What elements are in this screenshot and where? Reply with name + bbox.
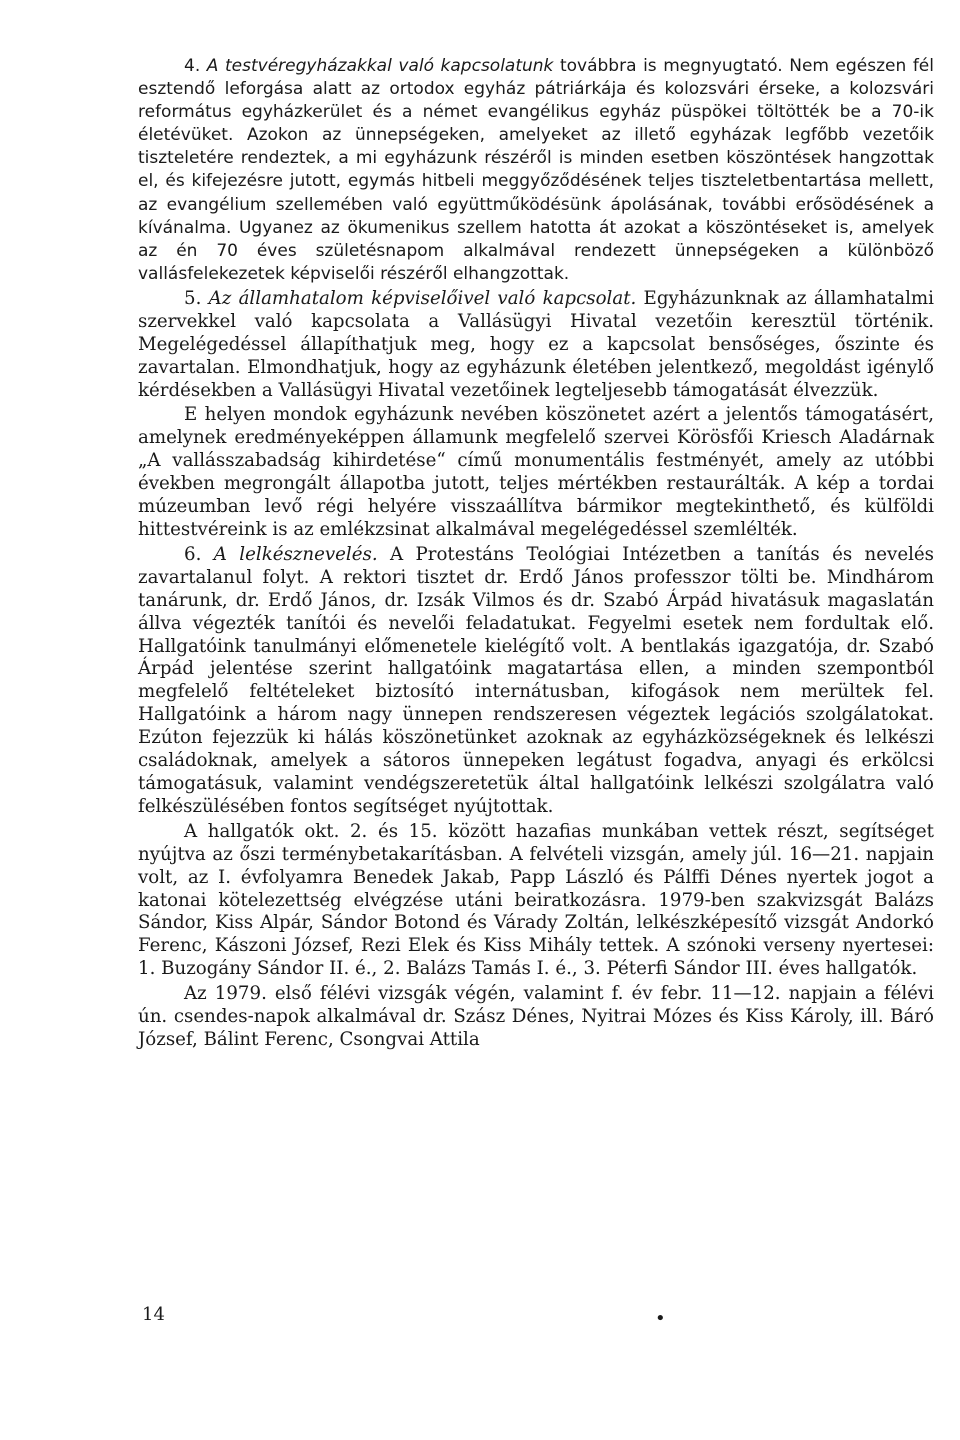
paragraph-text: A hallgatók okt. 2. és 15. között hazafias munkában vettek részt, segítséget nyújtva az őszi terménybetakarításban. A felvételi vizsgán, amely júl. 16—21. napjain volt, az I. évfolyamra Benedek Jakab, Papp László és Pálffi Dénes nyertek jogot a katonai kötelezettség elvégzése utáni beiratkozásra. 1979-ben szakvizsgát Balázs Sándor, Kiss Alpár, Sándor Botond és Várady Zoltán, lelkészképesítő vizsgát Andorkó Ferenc, Kászoni József, Rezi Elek és Kiss Mihály tettek. A szónoki verseny nyertesei: 1. Buzogány Sándor II. é., 2. Balázs Tamás I. é., 3. Péterfi Sándor III. éves hallgatók. xyxy=(138,820,934,980)
section-heading: Az államhatalom képviselőivel való kapcsolat. xyxy=(208,287,637,309)
paragraph-exams xyxy=(138,983,934,1052)
section-number: 5. xyxy=(184,287,202,309)
paragraph-text: Egyházunknak az államhatalmi szervekkel való kapcsolata a Vallásügyi Hivatal vezetőin keresztül történik. Megelégedéssel állapíthatjuk meg, hogy ez a kapcsolat bensőséges, őszinte és zavartalan. Elmondhatjuk, hogy az egyházunk életében jelentkező, megoldást igénylő kérdésekben a Vallásügyi Hivatal vezetőinek legteljesebb támogatását élvezzük. xyxy=(138,287,934,401)
section-heading: A lelkésznevelés. xyxy=(213,543,378,565)
paragraph-4 xyxy=(138,55,934,286)
page-number: 14 xyxy=(142,1304,165,1325)
paragraph-students xyxy=(138,821,934,981)
paragraph-text: továbbra is megnyugtató. Nem egészen fél esztendő leforgása alatt az ortodox egyház pátriárkája és kolozsvári érseke, a kolozsvári református egyházkerület és a német evangélikus egyház püspökei töltötték be a 70-ik életévüket. Azokon az ünnepségeken, amelyeket az illető egyházak legfőbb vezetőik tiszteletére rendeztek, a mi egyházunk részéről is minden esetben köszöntések hangzottak el, és kifejezésre jutott, egymás hitbeli meggyőződésének teljes tiszteletbentartása mellett, az evangélium szellemében való együttműködésünk ápolásának, további erősödésének a kívánalma. Ugyanez az ökumenikus szellem hatotta át azokat a köszöntéseket is, amelyek az én 70 éves születésnapom alkalmával rendezett ünnepségeken a különböző vallásfelekezetek képviselői részéről elhangzottak. xyxy=(138,56,934,284)
section-number: 4. xyxy=(184,56,201,76)
paragraph-5 xyxy=(138,288,934,403)
footer-mark: • xyxy=(655,1308,666,1329)
paragraph-thanks xyxy=(138,404,934,541)
paragraph-text: E helyen mondok egyházunk nevében köszönetet azért a jelentős támogatásért, amelynek eredményeképpen államunk megfelelő szervei Körösfői Kriesch Aladárnak „A vallásszabadság kihirdetése“ című monumentális festményét, amely az utóbbi években megrongált állapotba jutott, teljes mértékben restaurálták. A kép a tordai múzeumban levő régi helyére visszaállítva bármikor megtekinthető, és külföldi hittestvéreink is az emlékzsinat alkalmával megelégedéssel szemlélték. xyxy=(138,404,934,540)
page-body xyxy=(138,55,934,1052)
paragraph-text: Az 1979. első félévi vizsgák végén, valamint f. év febr. 11—12. napjain a félévi ún. csendes-napok alkalmával dr. Szász Dénes, Nyitrai Mózes és Kiss Károly, ill. Báró József, Bálint Ferenc, Csongvai Attila xyxy=(138,983,934,1050)
section-number: 6. xyxy=(184,543,202,565)
paragraph-text: A Protestáns Teológiai Intézetben a tanítás és nevelés zavartalanul folyt. A rektori tisztet dr. Erdő János professzor tölti be. Mindhárom tanárunk, dr. Erdő János, dr. Izsák Vilmos és dr. Szabó Árpád hivatásuk magaslatán állva végezték tanítói és nevelői feladatukat. Fegyelmi esetek nem fordultak elő. Hallgatóink tanulmányi előmenetele kielégítő volt. A bentlakás igazgatója, dr. Szabó Árpád jelentése szerint hallgatóink magatartása ellen, a minden szempontból megfelelő feltételeket biztosító internátusban, kifogások nem merültek fel. Hallgatóink a három nagy ünnepen rendszeresen végeztek legációs szolgálatokat. Ezúton fejezzük ki hálás köszönetünket azoknak az egyházközségeknek és lelkészi családoknak, amelyek a sátoros ünnepeken legátust fogadva, anyagi és erkölcsi támogatásuk, valamint vendégszeretetük által hallgatóink lelkészi szolgálatra való felkészülésében fontos segítséget nyújtottak. xyxy=(138,543,934,817)
paragraph-6 xyxy=(138,544,934,819)
section-heading: A testvéregyházakkal való kapcsolatunk xyxy=(206,56,554,76)
